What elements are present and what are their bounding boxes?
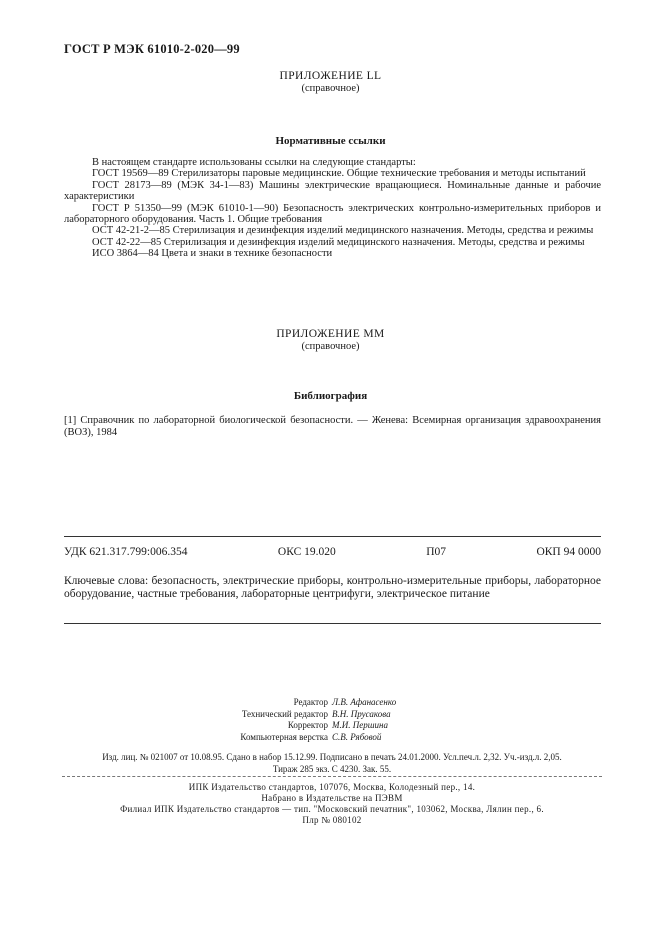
imprint-line: ИПК Издательство стандартов, 107076, Москва, Колодезный пер., 14.: [188, 782, 476, 792]
normative-refs-intro: В настоящем стандарте использованы ссылки на следующие стандарты:: [92, 157, 416, 168]
bibliography-title: Библиография: [293, 390, 368, 402]
ref-item: ГОСТ 19569—89 Стерилизаторы паровые медицинские. Общие технические требования и методы испытаний: [92, 168, 586, 180]
bibliography-entry: [1] Справочник по лабораторной биологической безопасности. — Женева: Всемирная организация здравоохранения (ВОЗ), 1984: [64, 415, 601, 438]
ref-item: ОСТ 42-22—85 Стерилизация и дезинфекция изделий медицинского назначения. Методы, средства и режимы: [92, 236, 585, 248]
appendix-mm-title: ПРИЛОЖЕНИЕ ММ: [276, 328, 385, 340]
udc-code: УДК 621.317.799:006.354: [64, 546, 188, 558]
credit-role: Компьютерная верстка: [240, 731, 328, 742]
imprint-line: Филиал ИПК Издательство стандартов — тип. "Московский печатник", 103062, Москва, Лялин пер., 6.: [120, 804, 544, 814]
dashed-divider: [62, 776, 602, 777]
credit-row: [0, 720, 661, 732]
divider: [64, 536, 601, 537]
oks-code: ОКС 19.020: [277, 546, 336, 558]
credit-role: Редактор: [293, 697, 328, 707]
credit-name: М.И. Першина: [332, 720, 388, 731]
document-header-code: ГОСТ Р МЭК 61010-2-020—99: [64, 42, 240, 56]
ref-item: ГОСТ 28173—89 (МЭК 34-1—83) Машины электрические вращающиеся. Номинальные данные и рабочие характеристики: [64, 179, 601, 203]
publishing-line: Изд. лиц. № 021007 от 10.08.95. Сдано в набор 15.12.99. Подписано в печать 24.01.2000. Усл.печ.л. 2,32. Уч.-изд.л. 2,05.: [102, 752, 562, 762]
imprint-block: [62, 782, 602, 826]
imprint-line: Плр № 080102: [302, 815, 362, 825]
normative-refs-list: [64, 157, 601, 260]
imprint-line: Набрано в Издательстве на ПЭВМ: [261, 793, 403, 803]
credit-role: Корректор: [287, 720, 328, 731]
group-code: П07: [426, 546, 446, 558]
appendix-mm-subtitle: (справочное): [301, 341, 360, 352]
classification-row: [64, 546, 601, 558]
publishing-info: [62, 752, 602, 775]
keywords: Ключевые слова: безопасность, электрические приборы, контрольно-измерительные приборы, лабораторное оборудование, частные требования, лабораторные центрифуги, электрическое питание: [64, 575, 601, 600]
appendix-ll-subtitle: (справочное): [301, 83, 360, 94]
divider: [64, 623, 601, 624]
okp-code: ОКП 94 0000: [536, 546, 601, 558]
appendix-ll-title: ПРИЛОЖЕНИЕ LL: [279, 70, 382, 82]
credit-row: [0, 732, 661, 744]
ref-item: ГОСТ Р 51350—99 (МЭК 61010-1—90) Безопасность электрических контрольно-измерительных приборов и лабораторного оборудования. Часть 1. Общие требования: [64, 202, 601, 226]
credit-name: Л.В. Афанасенко: [332, 697, 397, 707]
ref-item: ОСТ 42-21-2—85 Стерилизация и дезинфекция изделий медицинского назначения. Методы, средства и режимы: [92, 225, 594, 237]
normative-refs-title: Нормативные ссылки: [275, 135, 386, 147]
credit-row: [0, 709, 661, 721]
publishing-line: Тираж 285 экз. С 4230. Зак. 55.: [272, 763, 392, 774]
credit-role: Технический редактор: [241, 708, 328, 719]
credit-row: [0, 697, 661, 709]
credits-block: [0, 697, 661, 743]
credit-name: В.Н. Прусакова: [332, 708, 391, 719]
ref-item: ИСО 3864—84 Цвета и знаки в технике безопасности: [92, 248, 333, 260]
credit-name: С.В. Рябовой: [332, 731, 382, 742]
